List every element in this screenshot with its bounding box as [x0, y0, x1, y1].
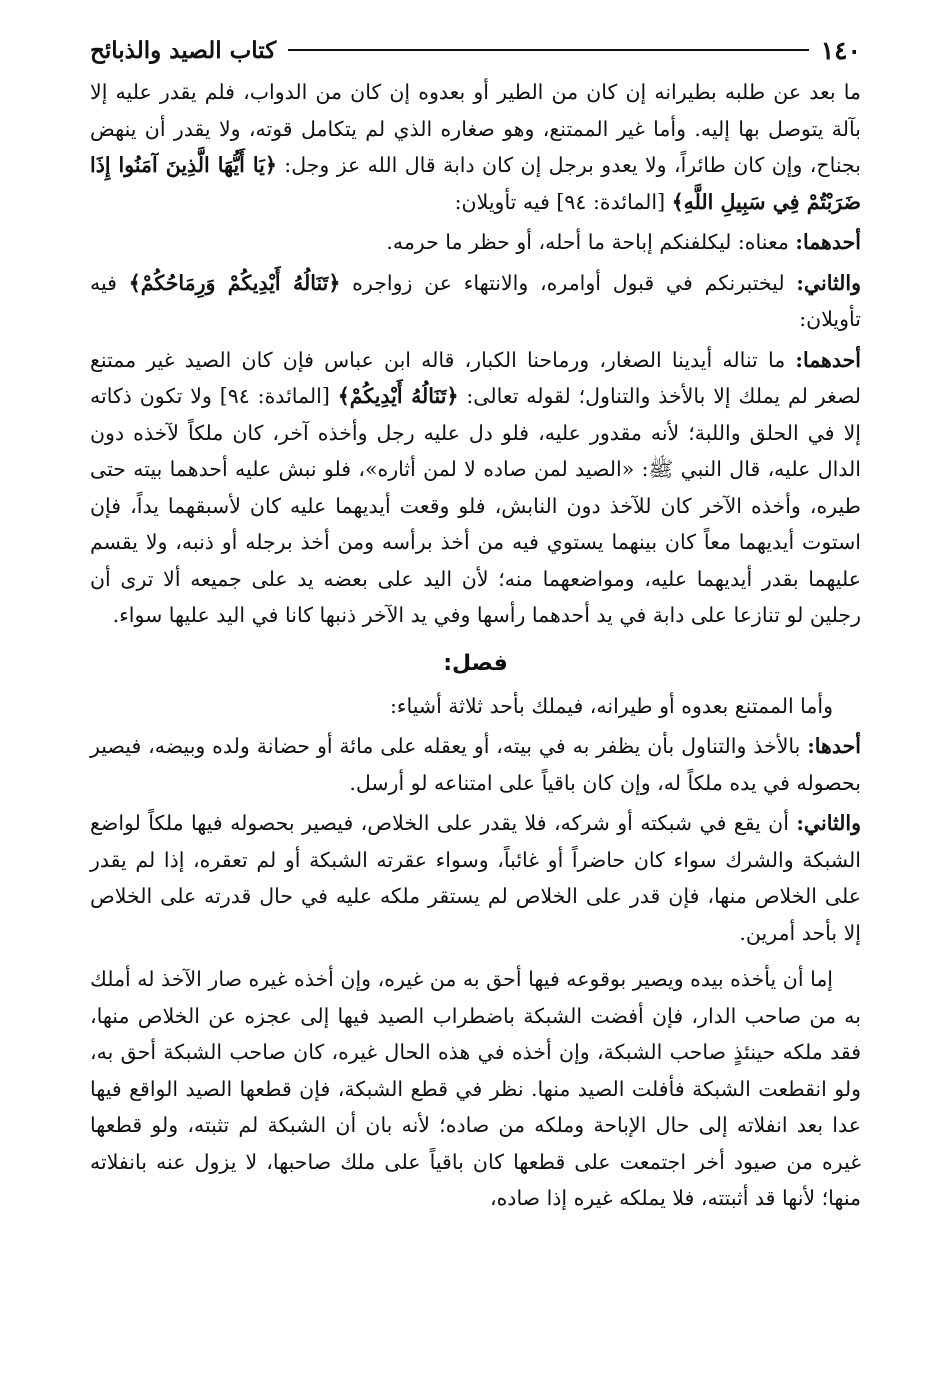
paragraph-2-lead: أحدهما:	[795, 230, 861, 254]
page-number: ١٤٠	[820, 35, 861, 65]
quran-verse-1: ﴿يَا أَيُّهَا الَّذِينَ آمَنُوا إِذَا ضَرَبْتُمْ فِي سَبِيلِ اللَّهِ﴾	[90, 153, 861, 214]
quran-verse-3: ﴿تَنَالُهُ أَيْدِيكُمْ﴾	[337, 384, 459, 408]
book-page	[90, 30, 861, 1363]
paragraph-6-lead: أحدها:	[807, 734, 861, 758]
paragraph-6-text: بالأخذ والتناول بأن يظفر به في بيته، أو يعقله على مائة أو حضانة ولده وبيضه، فيصير بحصوله في يده ملكاً له، وإن كان باقياً على امتناعه لو أرسل.	[90, 734, 861, 795]
paragraph-3-text: ليختبرنكم في قبول أوامره، والانتهاء عن زواجره	[352, 270, 785, 295]
paragraph-7	[90, 805, 861, 951]
book-title: كتاب الصيد والذبائح	[90, 36, 277, 64]
paragraph-4-tail: [المائدة: ٩٤] ولا تكون ذكاته إلا في الحلق واللبة؛ لأنه مقدور عليه، فلو دل عليه رجل وأخذه آخر، كان ملكاً لآخذه دون الدال عليه، قال النبي ﷺ: «الصيد لمن صاده لا لمن أثاره»، فلو نبش عليه أحدهما بيته حتى طيره، وأخذه الآخر كان للآخذ دون النابش، فلو وقعت أيديهما عليه كان لأسبقهما يداً، فإن استوت أيديهما معاً كان بينهما يستوي فيه من أخذ برأسه ومن أخذ برجله أو ذنبه، ولا يقسم عليهما بقدر أيديهما عليه، ومواضعهما منه؛ لأن اليد على بعضه يد على جميعه ألا ترى أن رجلين لو تنازعا على دابة في يد أحدهما رأسها وفي يد الآخر ذنبها كانا في اليد عليها سواء.	[90, 384, 861, 627]
paragraph-4	[90, 342, 861, 634]
paragraph-3-tail: فيه تأويلان:	[90, 270, 861, 331]
paragraph-2	[90, 224, 861, 261]
paragraph-3	[90, 265, 861, 338]
paragraph-7-lead: والثاني:	[796, 811, 861, 835]
header-rule	[288, 49, 809, 51]
paragraph-6	[90, 728, 861, 801]
paragraph-7-text: أن يقع في شبكته أو شركه، فلا يقدر على الخلاص، فيصير بحصوله فيها ملكاً لواضع الشبكة والشرك سواء كان حاضراً أو غائباً، وسواء عقرته الشبكة أو لم تعقره، إذا لم يقدر على الخلاص منها، فإن قدر على الخلاص لم يستقر ملكه عليه في حال قدرته على الخلاص إلا بأحد أمرين.	[90, 811, 861, 945]
paragraph-3-lead: والثاني:	[796, 270, 861, 295]
paragraph-1-text: ما بعد عن طلبه بطيرانه إن كان من الطير أو بعدوه إن كان من الدواب، فلم يقدر عليه إلا بآلة يتوصل بها إليه. وأما غير الممتنع، وهو صغاره الذي لم يتكامل قوته، ولا يقدر أن ينهض بجناح، وإن كان طائراً، ولا يعدو برجل إن كان دابة قال الله عز وجل:	[90, 80, 861, 177]
paragraph-5: وأما الممتنع بعدوه أو طيرانه، فيملك بأحد ثلاثة أشياء:	[389, 693, 833, 718]
quran-verse-2: ﴿تَنَالُهُ أَيْدِيكُمْ وَرِمَاحُكُمْ﴾	[128, 270, 341, 295]
paragraph-1-tail: [المائدة: ٩٤] فيه تأويلان:	[454, 189, 666, 214]
page-header	[90, 30, 861, 70]
paragraph-1	[90, 74, 861, 220]
paragraph-4-text: ما تناله أيدينا الصغار، ورماحنا الكبار، قاله ابن عباس فإن كان الصيد غير ممتنع لصغر لم يملك إلا بالأخذ والتناول؛ لقوله تعالى:	[90, 347, 862, 408]
paragraph-4-lead: أحدهما:	[795, 347, 861, 372]
section-heading: فصل:	[443, 650, 508, 676]
paragraph-8: إما أن يأخذه بيده ويصير بوقوعه فيها أحق به من غيره، وإن أخذه غيره صار الآخذ له أملك به من صاحب الدار، فإن أفضت الشبكة باضطراب الصيد فيها إلى عجزه عن الخلاص منها، فقد ملكه حينئذٍ صاحب الشبكة، وإن أخذه في هذه الحال غيره، كان صاحب الشبكة أحق به، ولو انقطعت الشبكة فأفلت الصيد منها. نظر في قطع الشبكة، فإن قطعها الصيد الواقع فيها عدا بعد انفلاته إلى حال الإباحة وملكه من صاده؛ لأنه بان أن الشبكة لم تثبته، ولو قطعها غيره من صيود أخر اجتمعت على قطعها كان باقياً على ملك صاحبها، لا يزول عنه بانفلاته منها؛ لأنها قد أثبتته، فلا يملكه غيره إذا صاده،	[90, 967, 861, 1210]
paragraph-2-text: معناه: ليكلفنكم إباحة ما أحله، أو حظر ما حرمه.	[386, 230, 789, 254]
